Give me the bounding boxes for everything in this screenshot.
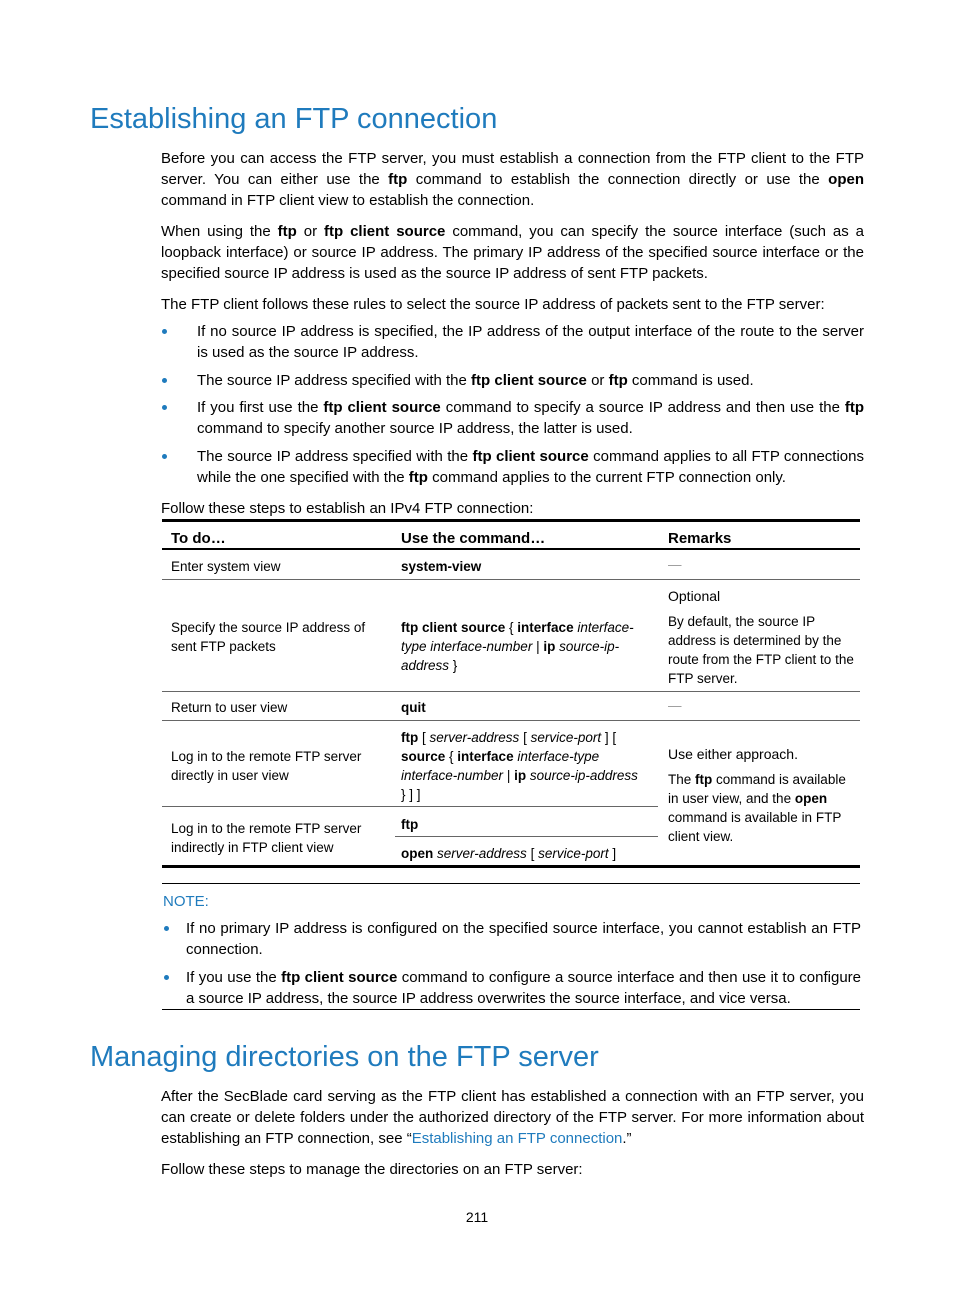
text-run: or [586, 372, 609, 389]
table-rule [162, 865, 860, 868]
table-cell-command [401, 844, 651, 863]
note-rule [162, 883, 860, 884]
table-cell-command [401, 698, 651, 717]
table-cell-remarks: — [668, 698, 682, 713]
table-cell-todo: Log in to the remote FTP server indirectly in FTP client view [171, 821, 362, 855]
command-keyword: open [794, 791, 828, 806]
note-item [161, 967, 861, 1009]
command-keyword: ftp [401, 817, 419, 832]
bullet-icon [162, 405, 167, 410]
table-rule [162, 548, 860, 550]
table-header-todo: To do… [171, 530, 226, 547]
table-cell-command [401, 557, 651, 576]
note-item [161, 918, 861, 960]
text-run: command is available in user view, and the [668, 772, 846, 806]
command-keyword: system-view [401, 559, 482, 574]
command-keyword: ip [514, 768, 527, 783]
command-keyword: ftp [695, 772, 713, 787]
table-rule [162, 691, 860, 692]
table-rule [162, 720, 860, 721]
list-item [161, 397, 864, 439]
command-argument: service-port [530, 730, 602, 745]
text-run: | [503, 768, 515, 783]
text-run: If you use the [186, 969, 282, 986]
text-run: If you first use the [197, 399, 324, 416]
command-keyword: open [401, 846, 434, 861]
table-rule [162, 519, 860, 522]
bullet-icon [162, 329, 167, 334]
table-rule [395, 836, 658, 837]
paragraph: Follow these steps to establish an IPv4 FTP connection: [161, 500, 534, 517]
paragraph [161, 221, 864, 284]
command-keyword: ftp client source [471, 372, 587, 389]
text-run: ] [ [601, 730, 617, 745]
command-keyword: ftp client source [281, 969, 398, 986]
text-run: .” [622, 1130, 632, 1147]
list-item [161, 321, 864, 363]
table-cell-command [401, 618, 656, 675]
text-run: After the SecBlade card serving as the FTP client has established a connection with an FTP server, you can create or delete folders under the authorized directory of the FTP server. For more information about establishing an FTP connection, see “ [161, 1088, 864, 1147]
command-keyword: ip [543, 639, 556, 654]
text-run: If no source IP address is specified, the IP address of the output interface of the route to the server is used as the source IP address. [197, 323, 864, 361]
table-cell-remarks: — [668, 557, 682, 572]
table-cell-command [401, 815, 651, 834]
command-keyword: quit [401, 700, 426, 715]
text-run: command to configure a source interface and then use it to configure a source IP address, the source IP address overwrites the source interface, and vice versa. [186, 969, 861, 1007]
table-cell-remarks-optional: Optional [668, 588, 721, 604]
text-run: The source IP address specified with the [197, 448, 473, 465]
command-argument: server-address [437, 846, 527, 861]
bullet-icon [162, 378, 167, 383]
section-title-establishing: Establishing an FTP connection [90, 103, 498, 135]
command-keyword: ftp [844, 399, 865, 416]
bullet-icon [164, 926, 169, 931]
table-cell-remarks: By default, the source IP address is determined by the route from the FTP client to the FTP server. [668, 614, 854, 686]
table-cell-todo: Specify the source IP address of sent FTP packets [171, 620, 366, 654]
command-argument: source-ip-address [529, 768, 638, 783]
text-run: or [296, 223, 325, 240]
command-argument: interface-type interface-number [401, 749, 600, 783]
text-run: [ [526, 846, 539, 861]
text-run: command is available in FTP client view. [668, 810, 842, 844]
command-keyword: ftp client source [472, 448, 589, 465]
text-run: When using the [161, 223, 278, 240]
text-run: command to specify another source IP address, the latter is used. [197, 420, 633, 437]
command-keyword: ftp [277, 223, 297, 240]
table-rule [162, 579, 860, 580]
table-rule [162, 806, 658, 807]
page-number: 211 [465, 1209, 489, 1225]
table-cell-todo: Return to user view [171, 700, 288, 715]
text-run: ] [608, 846, 617, 861]
command-keyword: interface [517, 620, 574, 635]
note-label: NOTE: [163, 893, 209, 910]
command-keyword: ftp client source [323, 399, 441, 416]
command-keyword: ftp [408, 469, 428, 486]
command-keyword: ftp client source [324, 223, 446, 240]
bullet-icon [164, 975, 169, 980]
text-run: command to specify a source IP address and then use the [440, 399, 845, 416]
command-keyword: interface [457, 749, 514, 764]
note-rule [162, 1009, 860, 1010]
list-item [161, 370, 864, 391]
table-header-remarks: Remarks [668, 530, 732, 547]
command-keyword: ftp [401, 730, 419, 745]
table-cell-remarks [668, 770, 856, 846]
command-argument: source-ip-address [401, 639, 620, 673]
table-cell-todo: Enter system view [171, 559, 281, 574]
text-run: | [532, 639, 544, 654]
text-run: [ [418, 730, 430, 745]
command-argument: server-address [429, 730, 520, 745]
text-run: command, you can specify the source interface (such as a loopback interface) or source IP address. The primary IP address of the specified source interface or the specified source IP address is used as the source IP address of sent FTP packets. [161, 223, 864, 282]
paragraph: The FTP client follows these rules to select the source IP address of packets sent to the FTP server: [161, 296, 825, 313]
text-run: } ] ] [401, 787, 421, 802]
table-cell-command [401, 728, 639, 804]
paragraph: Follow these steps to manage the directories on an FTP server: [161, 1161, 583, 1178]
command-argument: interface-type interface-number [401, 620, 634, 654]
text-run: command is used. [627, 372, 754, 389]
table-header-command: Use the command… [401, 530, 546, 547]
bullet-icon [162, 454, 167, 459]
text-run: The [668, 772, 696, 787]
paragraph [161, 1086, 864, 1149]
command-keyword: source [401, 749, 446, 764]
text-run: { [445, 749, 458, 764]
text-run: { [505, 620, 518, 635]
command-keyword: ftp [388, 171, 408, 188]
text-run: Before you can access the FTP server, you must establish a connection from the FTP client to the FTP server. You can either use the [161, 150, 864, 188]
command-keyword: ftp [608, 372, 628, 389]
paragraph [161, 148, 864, 211]
command-keyword: open [828, 171, 864, 188]
text-run: command applies to all FTP connections while the one specified with the [197, 448, 864, 486]
text-run: command to establish the connection directly or use the [407, 171, 829, 188]
command-argument: service-port [538, 846, 609, 861]
command-keyword: ftp client source [401, 620, 506, 635]
text-run: [ [519, 730, 531, 745]
text-run: command applies to the current FTP connection only. [427, 469, 786, 486]
text-run: If no primary IP address is configured on the specified source interface, you cannot establish an FTP connection. [186, 920, 861, 958]
text-run: command in FTP client view to establish the connection. [161, 192, 535, 209]
text-run: } [449, 658, 458, 673]
list-item [161, 446, 864, 488]
cross-reference-link[interactable]: Establishing an FTP connection [411, 1130, 623, 1147]
section-title-managing: Managing directories on the FTP server [90, 1041, 599, 1073]
table-cell-todo: Log in to the remote FTP server directly in user view [171, 749, 362, 783]
table-cell-remarks: Use either approach. [668, 746, 798, 762]
text-run: The source IP address specified with the [197, 372, 472, 389]
